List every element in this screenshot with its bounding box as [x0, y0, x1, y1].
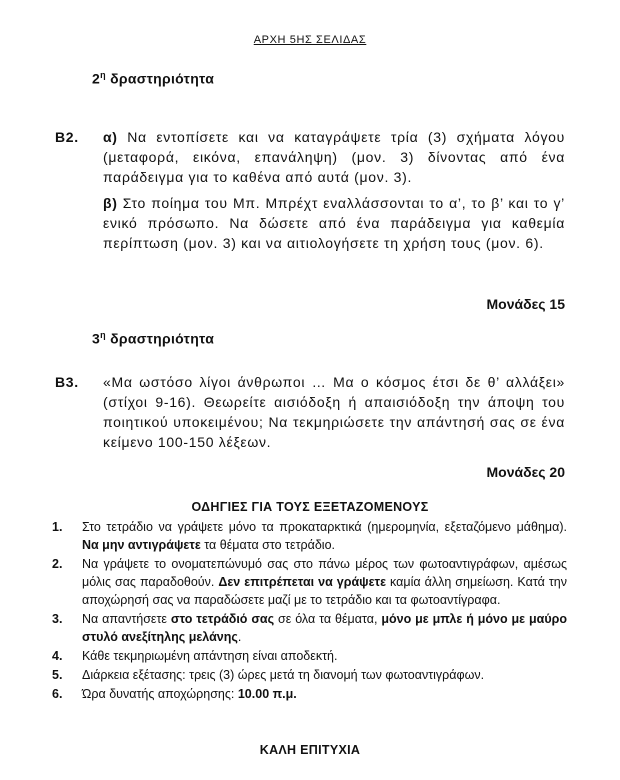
instruction-text: Να γράψετε το ονοματεπώνυμό σας στο πάνω μέρος των φωτοαντιγράφων, αμέσως μόλις σας παραδοθούν.	[82, 557, 567, 589]
instruction-text: Στο τετράδιο να γράψετε μόνο τα προκαταρκτικά (ημερομηνία, εξεταζόμενο μάθημα).	[82, 520, 567, 534]
instruction-text: Διάρκεια εξέτασης: τρεις (3) ώρες μετά τη διανομή των φωτοαντιγράφων.	[82, 668, 485, 682]
instruction-bold: 10.00 π.μ.	[237, 687, 297, 701]
question-b2-a-text: Να εντοπίσετε και να καταγράψετε τρία (3) σχήματα λόγου (μεταφορά, εικόνα, επανάληψη) (μον. 3) δίνοντας από ένα παράδειγμα για το καθένα από αυτά (μον. 3).	[103, 129, 565, 185]
activity-3-title	[92, 330, 214, 347]
instruction-bold: Να μην αντιγράψετε	[82, 538, 201, 552]
instructions-title: ΟΔΗΓΙΕΣ ΓΙΑ ΤΟΥΣ ΕΞΕΤΑΖΟΜΕΝΟΥΣ	[191, 500, 429, 514]
activity-2-number: 2	[92, 70, 101, 87]
instruction-bold: Δεν επιτρέπεται να γράψετε	[218, 575, 387, 589]
question-b2-b-label: β)	[103, 195, 118, 211]
question-b3-label: Β3.	[55, 374, 79, 390]
question-b3-text: «Μα ωστόσο λίγοι άνθρωποι … Μα ο κόσμος έτσι δε θ’ αλλάξει» (στίχοι 9-16). Θεωρείτε αισιόδοξη ή απαισιόδοξη την άποψη του ποιητικού υποκειμένου; Να τεκμηριώσετε την απάντησή σας σε ένα κείμενο 100-150 λέξεων.	[103, 374, 565, 450]
activity-3-number: 3	[92, 330, 101, 347]
instruction-text: καμία άλλη σημείωση. Κατά την αποχώρησή σας να παραδώσετε μαζί με το τετράδιο και τα φωτοαντίγραφα.	[82, 575, 567, 607]
instruction-text: τα θέματα στο τετράδιο.	[200, 538, 336, 552]
instruction-item	[52, 647, 567, 665]
instruction-bold: στο τετράδιό σας	[170, 612, 275, 626]
question-b2-a	[103, 127, 565, 187]
page-header: ΑΡΧΗ 5ΗΣ ΣΕΛΙΔΑΣ	[253, 34, 367, 46]
question-b2-a-label: α)	[103, 129, 118, 145]
b3-units: Μονάδες 20	[486, 464, 565, 480]
good-luck-footer: ΚΑΛΗ ΕΠΙΤΥΧΙΑ	[259, 743, 361, 757]
instruction-item	[52, 610, 567, 646]
instruction-item	[52, 518, 567, 554]
instruction-number: 5.	[52, 668, 63, 682]
instruction-text: .	[237, 630, 242, 644]
instruction-number: 1.	[52, 520, 63, 534]
instruction-text: Κάθε τεκμηριωμένη απάντηση είναι αποδεκτή.	[82, 649, 338, 663]
question-b2-b	[103, 193, 565, 253]
question-b2-b-text: Στο ποίημα του Μπ. Μπρέχτ εναλλάσσονται το α’, το β’ και το γ’ ενικό πρόσωπο. Να δώσετε από ένα παράδειγμα για καθεμία περίπτωση (μον. 3) και να αιτιολογήσετε τη χρήση τους (μον. 6).	[103, 195, 565, 251]
instruction-text: Να απαντήσετε	[82, 612, 171, 626]
question-b3	[55, 372, 565, 452]
instruction-item	[52, 685, 567, 703]
instruction-number: 4.	[52, 649, 63, 663]
instruction-item	[52, 555, 567, 609]
instruction-bold: μόνο με μπλε ή μόνο με μαύρο στυλό ανεξίτηλης μελάνης	[82, 612, 568, 644]
instructions-list	[52, 518, 567, 704]
instruction-number: 3.	[52, 612, 63, 626]
activity-3-sup: η	[100, 330, 106, 340]
instruction-number: 2.	[52, 557, 63, 571]
activity-2-title	[92, 70, 214, 87]
question-b2	[55, 127, 565, 253]
b2-units: Μονάδες 15	[486, 296, 565, 312]
instruction-text: Ώρα δυνατής αποχώρησης:	[82, 687, 238, 701]
question-b2-label: Β2.	[55, 129, 79, 145]
instruction-text: σε όλα τα θέματα,	[274, 612, 382, 626]
instruction-number: 6.	[52, 687, 63, 701]
activity-2-sup: η	[100, 70, 106, 80]
instruction-item	[52, 666, 567, 684]
activity-3-label: δραστηριότητα	[105, 330, 215, 347]
activity-2-label: δραστηριότητα	[105, 70, 215, 87]
